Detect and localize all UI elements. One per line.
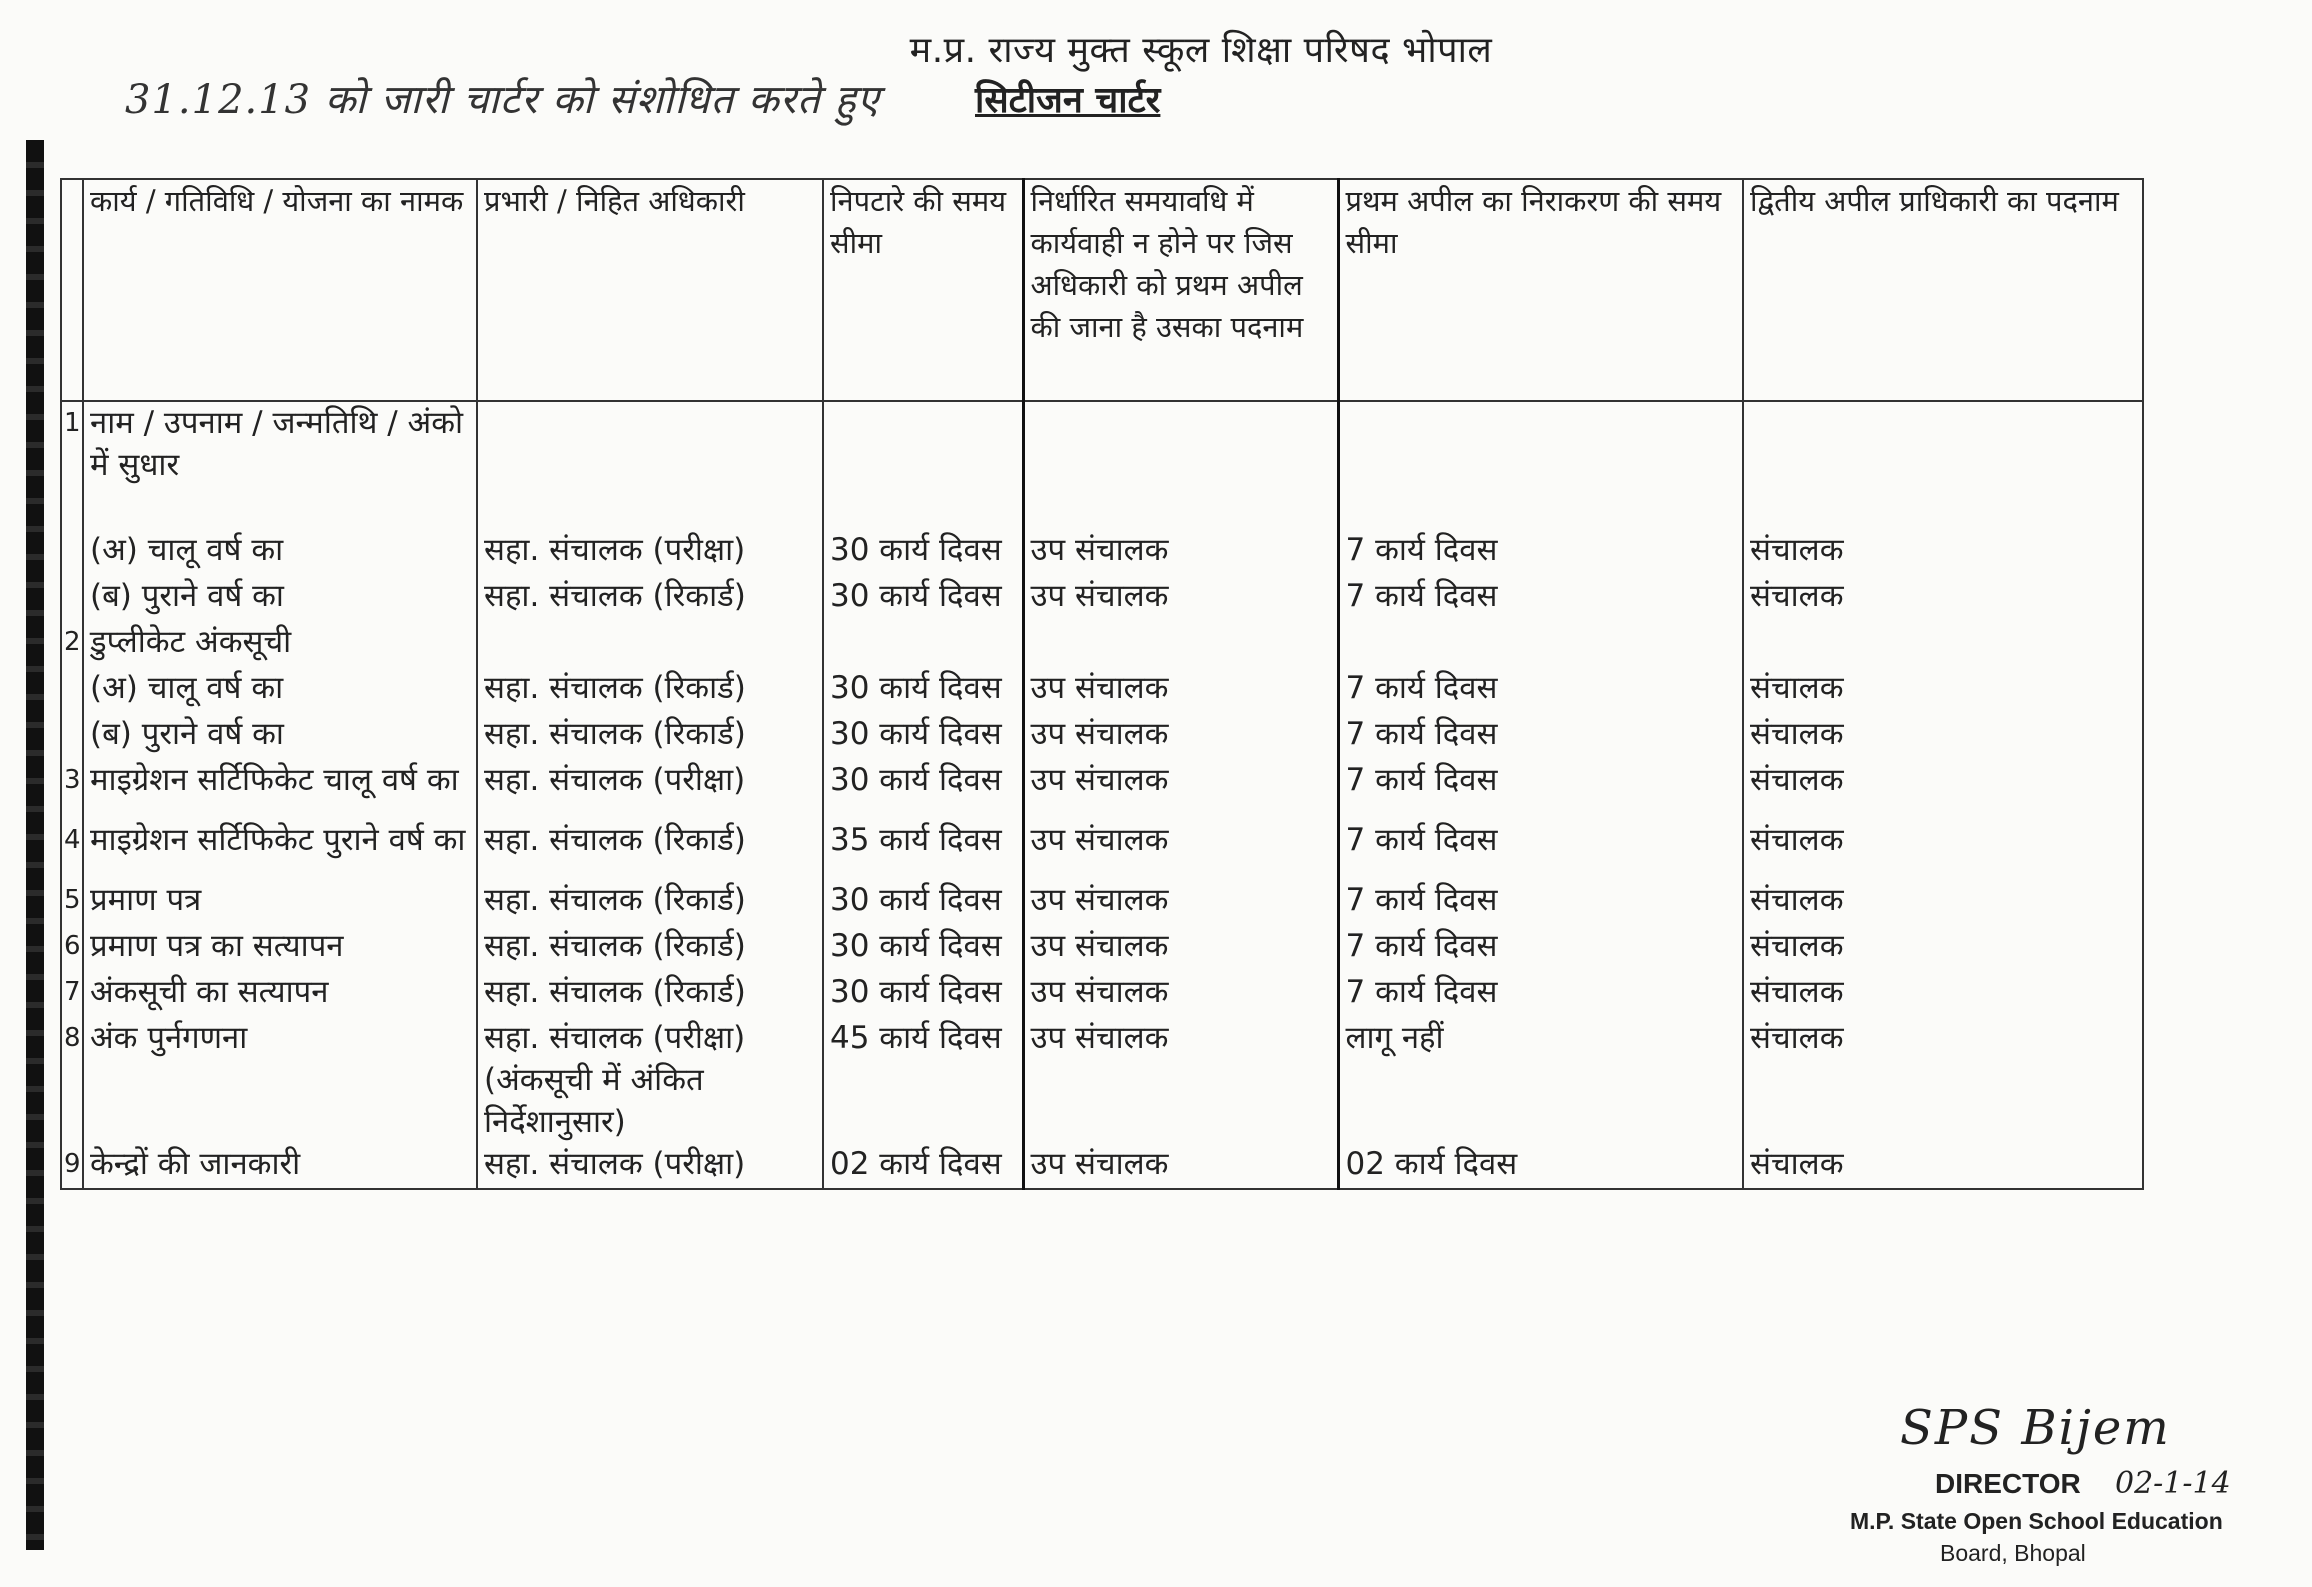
cell-second-appeal-authority: संचालक bbox=[1743, 667, 2143, 713]
cell-time-limit: 45 कार्य दिवस bbox=[823, 1017, 1023, 1143]
table-body bbox=[61, 401, 2143, 1189]
cell-task: (अ) चालू वर्ष का bbox=[83, 529, 477, 575]
cell-first-appeal-officer: उप संचालक bbox=[1023, 1143, 1338, 1189]
cell-task: अंक पुर्नगणना bbox=[83, 1017, 477, 1143]
cell-first-appeal-time: 7 कार्य दिवस bbox=[1338, 713, 1743, 759]
cell-first-appeal-officer bbox=[1023, 401, 1338, 529]
table-header-row bbox=[61, 179, 2143, 401]
cell-task: अंकसूची का सत्यापन bbox=[83, 971, 477, 1017]
cell-time-limit bbox=[823, 401, 1023, 529]
cell-second-appeal-authority: संचालक bbox=[1743, 819, 2143, 879]
cell-first-appeal-officer: उप संचालक bbox=[1023, 819, 1338, 879]
table-row bbox=[61, 575, 2143, 621]
cell-first-appeal-time: लागू नहीं bbox=[1338, 1017, 1743, 1143]
table-row bbox=[61, 713, 2143, 759]
cell-first-appeal-time: 7 कार्य दिवस bbox=[1338, 819, 1743, 879]
cell-officer: सहा. संचालक (रिकार्ड) bbox=[477, 819, 823, 879]
cell-first-appeal-officer bbox=[1023, 621, 1338, 667]
cell-first-appeal-time: 02 कार्य दिवस bbox=[1338, 1143, 1743, 1189]
cell-sno: 8 bbox=[61, 1017, 83, 1143]
cell-time-limit: 30 कार्य दिवस bbox=[823, 667, 1023, 713]
cell-time-limit: 30 कार्य दिवस bbox=[823, 529, 1023, 575]
cell-first-appeal-time: 7 कार्य दिवस bbox=[1338, 759, 1743, 819]
organization-title: म.प्र. राज्य मुक्त स्कूल शिक्षा परिषद भोपाल bbox=[909, 30, 1493, 71]
cell-second-appeal-authority: संचालक bbox=[1743, 575, 2143, 621]
column-header-task: कार्य / गतिविधि / योजना का नामक bbox=[83, 179, 477, 401]
table-row bbox=[61, 667, 2143, 713]
cell-officer: सहा. संचालक (परीक्षा) bbox=[477, 1143, 823, 1189]
cell-second-appeal-authority: संचालक bbox=[1743, 1017, 2143, 1143]
cell-sno bbox=[61, 575, 83, 621]
cell-first-appeal-officer: उप संचालक bbox=[1023, 529, 1338, 575]
table-row bbox=[61, 401, 2143, 529]
cell-officer: सहा. संचालक (रिकार्ड) bbox=[477, 575, 823, 621]
table-row bbox=[61, 1143, 2143, 1189]
column-header-second-appeal-authority: द्वितीय अपील प्राधिकारी का पदनाम bbox=[1743, 179, 2143, 401]
cell-first-appeal-officer: उप संचालक bbox=[1023, 575, 1338, 621]
cell-first-appeal-officer: उप संचालक bbox=[1023, 667, 1338, 713]
cell-second-appeal-authority: संचालक bbox=[1743, 713, 2143, 759]
cell-second-appeal-authority: संचालक bbox=[1743, 925, 2143, 971]
cell-first-appeal-time: 7 कार्य दिवस bbox=[1338, 925, 1743, 971]
cell-sno: 3 bbox=[61, 759, 83, 819]
cell-task: माइग्रेशन सर्टिफिकेट पुराने वर्ष का bbox=[83, 819, 477, 879]
cell-task: डुप्लीकेट अंकसूची bbox=[83, 621, 477, 667]
cell-sno: 9 bbox=[61, 1143, 83, 1189]
signature-org-line1: M.P. State Open School Education bbox=[1850, 1508, 2223, 1534]
cell-first-appeal-time bbox=[1338, 621, 1743, 667]
table-row bbox=[61, 925, 2143, 971]
cell-sno: 1 bbox=[61, 401, 83, 529]
column-header-sno bbox=[61, 179, 83, 401]
cell-first-appeal-time: 7 कार्य दिवस bbox=[1338, 971, 1743, 1017]
cell-officer bbox=[477, 401, 823, 529]
cell-time-limit: 02 कार्य दिवस bbox=[823, 1143, 1023, 1189]
table-row bbox=[61, 1017, 2143, 1143]
cell-first-appeal-officer: उप संचालक bbox=[1023, 971, 1338, 1017]
column-header-first-appeal-officer: निर्धारित समयावधि में कार्यवाही न होने पर जिस अधिकारी को प्रथम अपील की जाना है उसका पदनाम bbox=[1023, 179, 1338, 401]
cell-sno: 6 bbox=[61, 925, 83, 971]
cell-time-limit: 30 कार्य दिवस bbox=[823, 879, 1023, 925]
cell-second-appeal-authority: संचालक bbox=[1743, 879, 2143, 925]
signature-title: DIRECTOR bbox=[1935, 1468, 2081, 1499]
cell-officer: सहा. संचालक (रिकार्ड) bbox=[477, 879, 823, 925]
cell-time-limit: 35 कार्य दिवस bbox=[823, 819, 1023, 879]
cell-sno: 7 bbox=[61, 971, 83, 1017]
cell-officer: सहा. संचालक (परीक्षा) (अंकसूची में अंकित निर्देशानुसार) bbox=[477, 1017, 823, 1143]
cell-first-appeal-officer: उप संचालक bbox=[1023, 1017, 1338, 1143]
table-row bbox=[61, 971, 2143, 1017]
cell-first-appeal-officer: उप संचालक bbox=[1023, 925, 1338, 971]
cell-time-limit bbox=[823, 621, 1023, 667]
cell-first-appeal-officer: उप संचालक bbox=[1023, 879, 1338, 925]
cell-second-appeal-authority bbox=[1743, 401, 2143, 529]
cell-time-limit: 30 कार्य दिवस bbox=[823, 575, 1023, 621]
cell-first-appeal-time: 7 कार्य दिवस bbox=[1338, 529, 1743, 575]
cell-officer: सहा. संचालक (परीक्षा) bbox=[477, 759, 823, 819]
cell-first-appeal-officer: उप संचालक bbox=[1023, 713, 1338, 759]
binding-strip bbox=[26, 140, 44, 1550]
cell-first-appeal-time: 7 कार्य दिवस bbox=[1338, 667, 1743, 713]
cell-officer: सहा. संचालक (रिकार्ड) bbox=[477, 925, 823, 971]
cell-first-appeal-time bbox=[1338, 401, 1743, 529]
cell-officer bbox=[477, 621, 823, 667]
cell-sno: 4 bbox=[61, 819, 83, 879]
cell-first-appeal-time: 7 कार्य दिवस bbox=[1338, 879, 1743, 925]
cell-second-appeal-authority: संचालक bbox=[1743, 1143, 2143, 1189]
cell-second-appeal-authority: संचालक bbox=[1743, 759, 2143, 819]
table-row bbox=[61, 819, 2143, 879]
cell-sno bbox=[61, 667, 83, 713]
handwritten-note: 31.12.13 को जारी चार्टर को संशोधित करते हुए bbox=[125, 77, 880, 123]
cell-second-appeal-authority bbox=[1743, 621, 2143, 667]
charter-title: सिटीजन चार्टर bbox=[975, 80, 1161, 121]
column-header-time-limit: निपटारे की समय सीमा bbox=[823, 179, 1023, 401]
cell-task: माइग्रेशन सर्टिफिकेट चालू वर्ष का bbox=[83, 759, 477, 819]
cell-time-limit: 30 कार्य दिवस bbox=[823, 971, 1023, 1017]
cell-officer: सहा. संचालक (रिकार्ड) bbox=[477, 667, 823, 713]
cell-officer: सहा. संचालक (रिकार्ड) bbox=[477, 971, 823, 1017]
citizen-charter-table bbox=[60, 178, 2144, 1190]
cell-first-appeal-time: 7 कार्य दिवस bbox=[1338, 575, 1743, 621]
cell-sno bbox=[61, 529, 83, 575]
cell-task: (ब) पुराने वर्ष का bbox=[83, 713, 477, 759]
cell-task: (अ) चालू वर्ष का bbox=[83, 667, 477, 713]
cell-task: (ब) पुराने वर्ष का bbox=[83, 575, 477, 621]
signature-date: 02-1-14 bbox=[2115, 1466, 2231, 1501]
cell-time-limit: 30 कार्य दिवस bbox=[823, 925, 1023, 971]
cell-sno bbox=[61, 713, 83, 759]
cell-task: प्रमाण पत्र bbox=[83, 879, 477, 925]
cell-task: नाम / उपनाम / जन्मतिथि / अंको में सुधार bbox=[83, 401, 477, 529]
cell-officer: सहा. संचालक (परीक्षा) bbox=[477, 529, 823, 575]
table-row bbox=[61, 529, 2143, 575]
signature-org-line2: Board, Bhopal bbox=[1940, 1540, 2086, 1566]
cell-time-limit: 30 कार्य दिवस bbox=[823, 713, 1023, 759]
cell-sno: 2 bbox=[61, 621, 83, 667]
column-header-officer: प्रभारी / निहित अधिकारी bbox=[477, 179, 823, 401]
cell-time-limit: 30 कार्य दिवस bbox=[823, 759, 1023, 819]
table-row bbox=[61, 879, 2143, 925]
cell-second-appeal-authority: संचालक bbox=[1743, 529, 2143, 575]
cell-first-appeal-officer: उप संचालक bbox=[1023, 759, 1338, 819]
cell-second-appeal-authority: संचालक bbox=[1743, 971, 2143, 1017]
cell-task: प्रमाण पत्र का सत्यापन bbox=[83, 925, 477, 971]
cell-sno: 5 bbox=[61, 879, 83, 925]
director-signature: SPS Bijem bbox=[1900, 1400, 2171, 1456]
table-row bbox=[61, 621, 2143, 667]
table-row bbox=[61, 759, 2143, 819]
column-header-first-appeal-time: प्रथम अपील का निराकरण की समय सीमा bbox=[1338, 179, 1743, 401]
cell-officer: सहा. संचालक (रिकार्ड) bbox=[477, 713, 823, 759]
cell-task: केन्द्रों की जानकारी bbox=[83, 1143, 477, 1189]
